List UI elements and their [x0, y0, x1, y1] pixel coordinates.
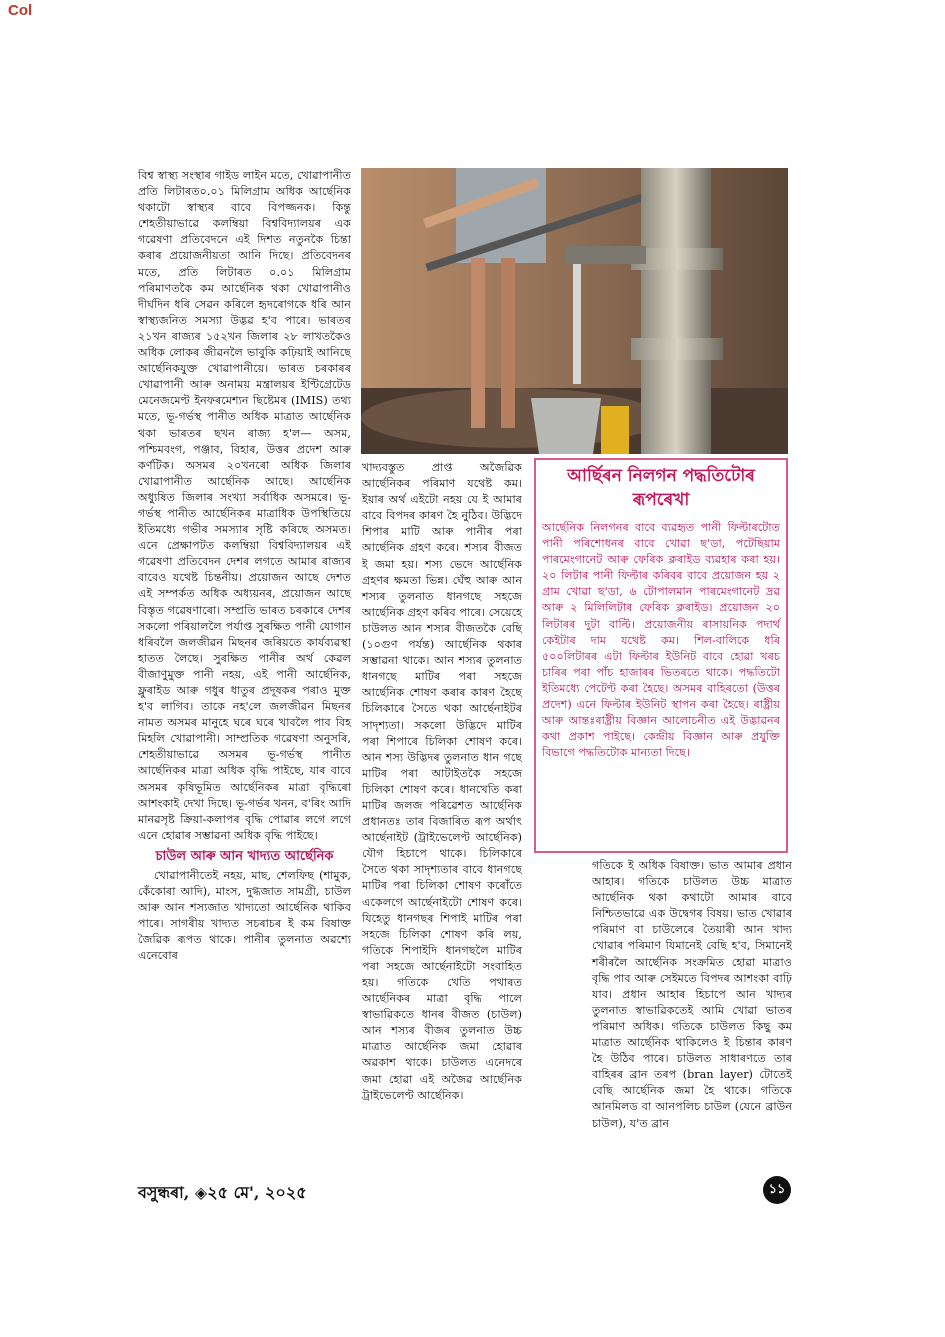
corner-label: Col — [8, 2, 33, 19]
box-title: আৰ্ছিৰন নিলগন পদ্ধতিটোৰ ৰূপৰেখা — [567, 466, 755, 510]
filter-method-box — [534, 458, 788, 853]
left-para-1: বিশ্ব স্বাস্থ্য সংস্থাৰ গাইড লাইন মতে, খোৱাপানীত প্ৰতি লিটাৰত০.০১ মিলিগ্ৰাম অধিক আৰ্ছেনিক থকাটো স্বাস্থ্যৰ বাবে বিপজ্জনক। কিন্তু শেহতীয়াভাৱে কলম্বিয়া বিশ্ববিদ্যালয়ৰ এক গৱেষণা প্ৰতিবেদনে এই দিশত নতুনকৈ চিন্তা কৰাৰ প্ৰয়োজনীয়তা আনি দিছে। প্ৰতিবেদনৰ মতে, প্ৰতি লিটাৰত ০.০১ মিলিগ্ৰাম পৰিমাণতকৈ কম আৰ্ছেনিক থকা খোৱাপানীও দীৰ্ঘদিন ধৰি সেৱন কৰিলে হৃদৰোগকে ধৰি আন স্বাস্থ্যজনিত সমস্যা উদ্ভৱ হ'ব পাৰে। ভাৰতৰ ২১খন ৰাজ্যৰ ১৫২খন জিলাৰ ২৮ লাখতকৈও অধিক লোকৰ জীৱনলৈ ভাবুকি কঢ়িয়াই আনিছে আৰ্ছেনিকযুক্ত খোৱাপানীয়ে। ভাৰত চৰকাৰৰ খোৱাপানী আৰু অনাময় মন্ত্ৰালয়ৰ ইণ্টিগ্ৰেটেড মেনেজমেণ্ট ইনফৰমেশ্যন ছিষ্টেমৰ (IMIS) তথ্য মতে, ভূ-গৰ্ভস্থ পানীত অধিক মাত্ৰাত আৰ্ছেনিক থকা ভাৰতৰ ছখন ৰাজ্য হ'ল— অসম, পশ্চিমবংগ, পঞ্জাব, বিহাৰ, উত্তৰ প্ৰদেশ আৰু কৰ্ণটিক। অসমৰ ২০খনৰো অধিক জিলাৰ খোৱাপানীত আৰ্ছেনিক আছে। আৰ্ছেনিক অধ্যুষিত জিলাৰ সংখ্যা সৰ্বাধিক অসমৰে। ভূ-গৰ্ভস্থ পানীত আৰ্ছেনিকৰ মাত্ৰাধিক উপস্থিতিয়ে ইতিমধ্যে গভীৰ সমস্যাৰ সৃষ্টি কৰিছে অসমত। এনে প্ৰেক্ষাপটত কলম্বিয়া বিশ্ববিদ্যালয়ৰ এই গৱেষণা প্ৰতিবেদন দেশৰ লগতে আমাৰ ৰাজ্যৰ বাবেও যথেষ্ট চিন্তনীয়। প্ৰয়োজন আছে দেশত এই সম্পৰ্কত অধিক অধ্যয়নৰ, প্ৰয়োজন আছে বিস্তৃত গৱেষণাৰো। সম্প্ৰতি ভাৰত চৰকাৰে দেশৰ সকলো পৰিয়াললৈ পৰ্যাপ্ত সুৰক্ষিত পানী যোগান ধৰিবলৈ জলজীৱন মিছনৰ জৰিয়তে কাৰ্যব্যৱস্থা হাতত লৈছে। সুৰক্ষিত পানীৰ অৰ্থ কেৱল বীজাণুমুক্ত পানী নহয়, এই পানী আৰ্ছেনিক, ফ্লুৰাইড আৰু গধুৰ ধাতুৰ প্ৰদূষকৰ পৰাও মুক্ত হ'ব লাগিব। তাকে নহ'লে জলজীৱন মিছনৰ নামত অসমৰ মানুহে ঘৰে ঘৰে খাবলৈ পাব বিহ মিহলি খোৱাপানী। সাম্প্ৰতিক গৱেষণা অনুসৰি, শেহতীয়াভাৱে অসমৰ ভূ-গৰ্ভস্থ পানীত আৰ্ছেনিকৰ মাত্ৰা অধিক বৃদ্ধি পাইছে, যাৰ বাবে অসমৰ কৃষিভূমিত আৰ্ছেনিকৰ মাত্ৰা বৃদ্ধিৰো আশংকাই দেখা দিছে। ভূ-গৰ্ভৰ খনন, ব'ৰিং আদি মানৱসৃষ্ট ক্ৰিয়া-কলাপৰ বৃদ্ধি পোৱাৰ লগে লগে এনে হোৱাৰ সম্ভাৱনা অধিক বৃদ্ধি পাইছে। — [138, 169, 351, 842]
middle-column — [362, 460, 522, 1104]
page-number: ১১ — [763, 1176, 791, 1204]
box-body: আৰ্ছেনিক নিলগনৰ বাবে ব্যৱহৃত পানী ফিল্টাৰটোত পানী পৰিশোধনৰ বাবে খোৱা ছ'ডা, পটেছিয়াম পাৰমেংগানেট আৰু ফেৰিক ক্লৰাইড ব্যৱহাৰ কৰা হয়। ২০ লিটাৰ পানী ফিল্টাৰ কৰিবৰ বাবে প্ৰয়োজন হয় ২ গ্ৰাম খোৱা ছ'ডা, ৬ টোপালমান পাৰমেংগানেট দ্ৰৱ আৰু ২ মিলিলিটাৰ ফেৰিক ক্লৰাইড। প্ৰয়োজন ২০ লিটাৰৰ দুটা বাল্টি। প্ৰয়োজনীয় ৰাসায়নিক পদাৰ্থ কেইটাৰ দাম যথেষ্ট কম। শিল-বালিকে ধৰি ৫০০লিটাৰৰ এটা ফিল্টাৰ ইউনিট বাবে হোৱা খৰচ চাৰিৰ পৰা পাঁচ হাজাৰৰ ভিতৰতে থাকে। পদ্ধতিটো ইতিমধ্যে পেটেণ্ট কৰা হৈছে। অসমৰ বাহিৰতো (উত্তৰ প্ৰদেশ) এনে ফিল্টাৰ ইউনিট স্থাপন কৰা হৈছে। ৰাষ্ট্ৰীয় আৰু আন্তঃৰাষ্ট্ৰীয় বিজ্ঞান আলোচনীত এই উদ্ভাৱনৰ কথা প্ৰকাশ পাইছে। কেন্দ্ৰীয় বিজ্ঞান আৰু প্ৰযুক্তি বিভাগে পদ্ধতিটোক মান্যতা দিছে। — [542, 521, 780, 760]
hand-pump-photo — [361, 168, 788, 454]
right-para-1: গতিকে ই অধিক বিষাক্ত। ভাত আমাৰ প্ৰধান আহাৰ। গতিকে চাউলত উচ্চ মাত্ৰাত আৰ্ছেনিক থকা কথাটো আমাৰ বাবে নিশ্চিতভাৱে এক উদ্বেগৰ বিষয়। ভাত খোৱাৰ পৰিমাণ বা চাউলেৰে তৈয়াৰী আন খাদ্য খোৱাৰ পৰিমাণ যিমানেই বেছি হ'ব, সিমানেই শৰীৰলৈ আৰ্ছেনিক সংক্ৰমিত হোৱা মাত্ৰাও বৃদ্ধি পাব আৰু সেইমতে বিপদৰ আশংকা বাঢ়ি যাব। প্ৰধান আহাৰ হিচাপে আন খাদ্যৰ তুলনাত স্বাভাৱিকতেই আমি খোৱা ভাতৰ পৰিমাণ অধিক। গতিকে চাউলত কিছু কম মাত্ৰাত আৰ্ছেনিক থাকিলেও ই চিন্তাৰ কাৰণ হৈ উঠিব পাৰে। চাউলত সাধাৰণতে তাৰ বাহিৰৰ ব্ৰান তৰপ (bran layer) টোতেই বেছি আৰ্ছেনিক জমা হৈ থাকে। গতিকে আনমিলড বা আনপলিচ চাউল (যেনে ব্ৰাউন চাউল), য'ত ব্ৰান — [592, 859, 792, 1130]
middle-para-1: খাদ্যবস্তুত প্ৰাপ্ত অজৈৱিক আৰ্ছেনিকৰ পৰিমাণ যথেষ্ট কম। ইয়াৰ অৰ্থ এইটো নহয় যে ই আমাৰ বাবে বিপদৰ কাৰণ হৈ নুঠিব। উদ্ভিদে শিপাৰ মাটি আৰু পানীৰ পৰা আৰ্ছেনিক গ্ৰহণ কৰে। শস্যৰ বীজত ই জমা হয়। শস্য ভেদে আৰ্ছেনিক গ্ৰহণৰ ক্ষমতা ভিন্ন। ঘেঁহু আৰু আন শস্যৰ তুলনাত ধানগছে সহজে আৰ্ছেনিক গ্ৰহণ কৰিব পাৰে। সেয়েহে চাউলত আন শস্যৰ বীজতকৈ বেছি (১০গুণ পৰ্যন্ত) আৰ্ছেনিক থকাৰ সম্ভাৱনা থাকে। আন শস্যৰ তুলনাত ধানগছে মাটিৰ পৰা সহজে আৰ্ছেনিক শোষণ কৰাৰ কাৰণ হৈছে চিলিকাৰে সৈতে থকা আৰ্ছেনাইটৰ সাদৃশ্যতা। সকলো উদ্ভিদে মাটিৰ পৰা শিপাৰে চিলিকা শোষণ কৰে। আন শস্য উদ্ভিদৰ তুলনাত ধান গছে মাটিৰ পৰা আটাইতকৈ সহজে চিলিকা শোষণ কৰে। ধানখেতি কৰা মাটিৰ জলজ পৰিৱেশত আৰ্ছেনিক প্ৰধানতঃ তাৰ বিজাৰিত ৰূপ অৰ্থাৎ আৰ্ছেনাইট (ট্ৰাইভেলেণ্ট আৰ্ছেনিক) যৌগ হিচাপে থাকে। চিলিকাৰে সৈতে থকা সাদৃশ্যতাৰ বাবে ধানগছে মাটিৰ পৰা চিলিকা শোষণ কৰোঁতে একেলগে আৰ্ছেনাইটো শোষণ কৰে। যিহেতু ধানগছৰ শিপাই মাটিৰ পৰা সহজে চিলিকা শোষণ কৰি লয়, গতিকে শিপাইদি ধানগছলৈ মাটিৰ পৰা সহজে আৰ্ছেনাইটো সংবাহিত হয়। গতিকে খেতি পথাৰত আৰ্ছেনিকৰ মাত্ৰা বৃদ্ধি পালে স্বাভাৱিকতে ধানৰ বীজত (চাউল) আন শস্যৰ বীজৰ তুলনাত উচ্চ মাত্ৰাত আৰ্ছেনিক জমা হোৱাৰ অৱকাশ থাকে। চাউলত এনেদৰে জমা হোৱা এই অজৈৱ আৰ্ছেনিক ট্ৰাইভেলেণ্ট আৰ্ছেনিক। — [362, 461, 522, 1102]
right-column — [592, 858, 792, 1132]
photo-illustration — [361, 168, 788, 454]
publication-footer: বসুন্ধৰা, ◈২৫ মে', ২০২৫ — [138, 1183, 307, 1202]
section-subheading: চাউল আৰু আন খাদ্যত আৰ্ছেনিক — [155, 848, 334, 864]
left-para-2: খোৱাপানীতেই নহয়, মাছ, শেলফিছ (শামুক, কেঁকোৰা আদি), মাংস, দুগ্ধজাত সামগ্ৰী, চাউল আৰু আন শস্যজাত খাদ্যতো আৰ্ছেনিক থাকিব পাৰে। সাগৰীয় খাদ্যত সচৰাচৰ ই কম বিষাক্ত জৈৱিক ৰূপত থাকে। পানীৰ তুলনাত অৱশ্যে এনেবোৰ — [138, 868, 351, 963]
left-column — [138, 168, 351, 965]
